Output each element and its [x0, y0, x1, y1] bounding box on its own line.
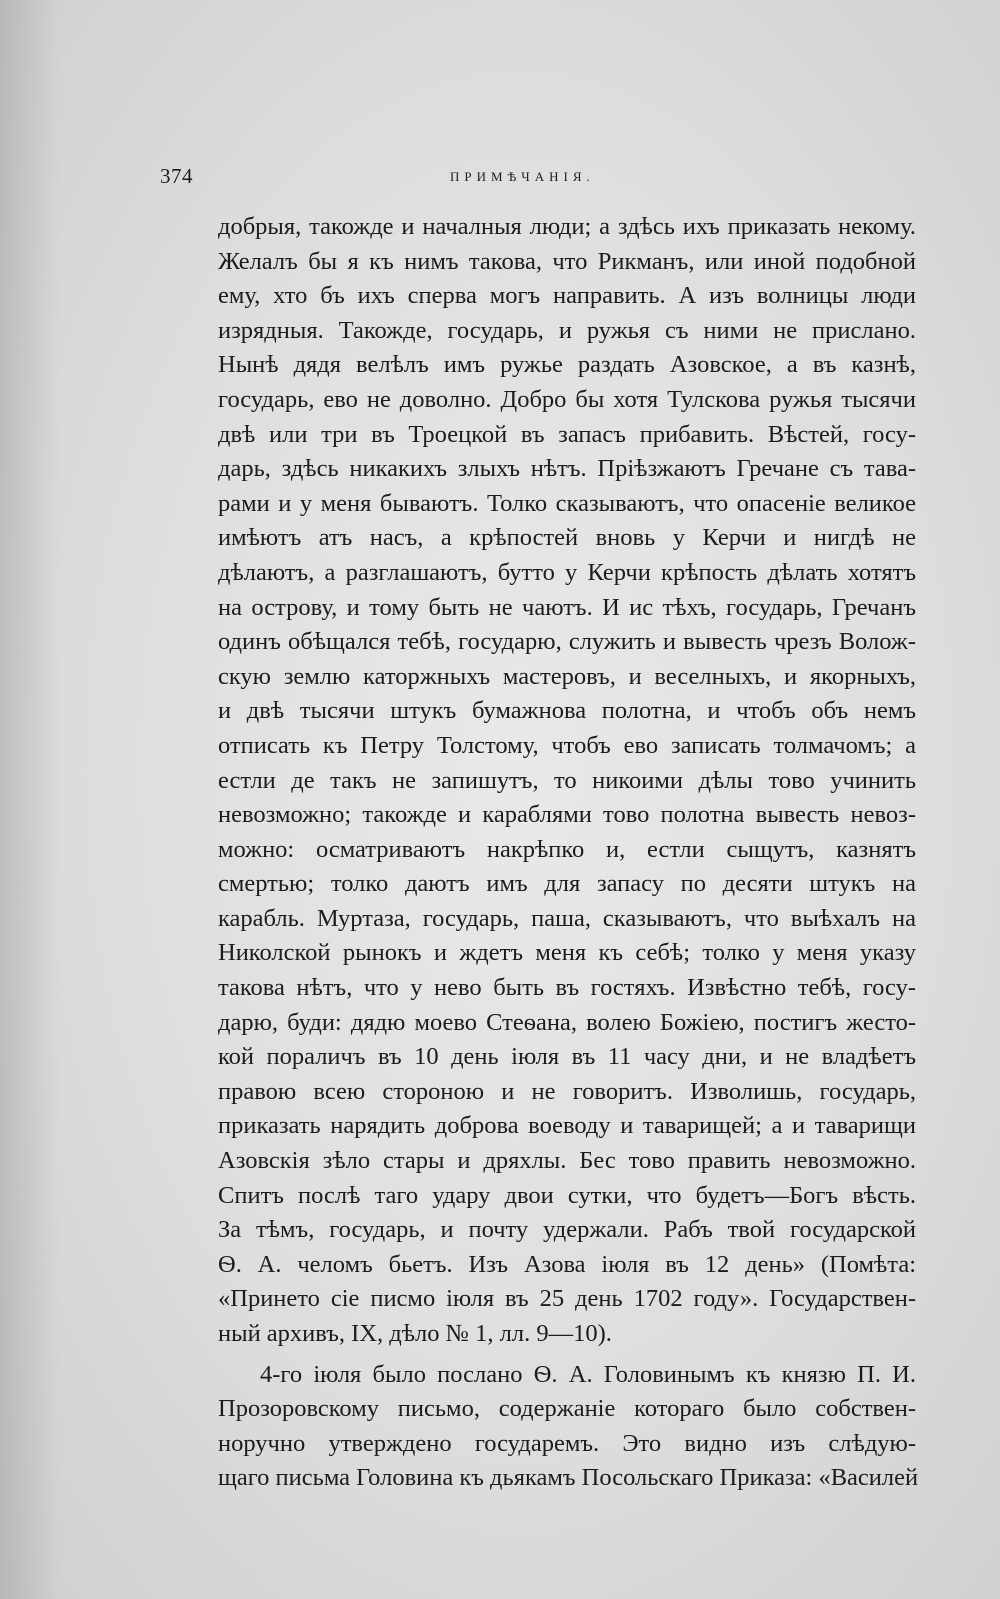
text-line: дѣлаютъ, а разглашаютъ, бутто у Керчи крѣпость дѣлать хотятъ [218, 558, 916, 586]
text-line: дарь, здѣсь никакихъ злыхъ нѣтъ. Пріѣзжаютъ Гречане съ тава- [218, 455, 916, 483]
text-line: двѣ или три въ Троецкой въ запасъ прибавить. Вѣстей, госу- [218, 420, 916, 448]
body-text [218, 210, 919, 1496]
text-line: добрыя, такожде и началныя люди; а здѣсь ихъ приказать некому. [218, 213, 916, 240]
text-line: государь, ево не доволно. Добро бы хотя Тулскова ружья тысячи [218, 385, 916, 413]
text-line: и двѣ тысячи штукъ бумажнова полотна, и чтобъ объ немъ [218, 697, 916, 725]
paragraph [218, 1358, 919, 1496]
text-line: правою всею стороною и не говоритъ. Изволишь, государь, [218, 1077, 916, 1105]
text-line: естли де такъ не запишутъ, то никоими дѣлы тово учинить [218, 766, 916, 794]
text-line: карабль. Муртаза, государь, паша, сказываютъ, что выѣхалъ на [218, 904, 916, 932]
text-line: Нынѣ дядя велѣлъ имъ ружье раздать Азовское, а въ казнѣ, [218, 351, 916, 379]
text-line: ный архивъ, IX, дѣло № 1, лл. 9—10). [218, 1320, 612, 1347]
text-line: дарю, буди: дядю моево Стеѳана, волею Божіею, постигъ жесто- [218, 1008, 916, 1036]
text-line: можно: осматриваютъ накрѣпко и, естли сыщутъ, казнятъ [218, 835, 916, 863]
text-line: кой пораличъ въ 10 день іюля въ 11 часу дни, и не владѣетъ [218, 1043, 916, 1071]
text-line: имѣютъ атъ насъ, а крѣпостей вновь у Керчи и нигдѣ не [218, 524, 916, 552]
text-line: на острову, и тому быть не чаютъ. И ис тѣхъ, государь, Гречанъ [218, 593, 916, 621]
page-header [160, 164, 920, 194]
text-line: приказать нарядить доброва воеводу и таварищей; а и таварищи [218, 1112, 916, 1140]
text-line: 4-го іюля было послано Ѳ. А. Головинымъ къ князю П. И. [260, 1360, 916, 1388]
text-line: изрядныя. Такожде, государь, и ружья съ ними не прислано. [218, 316, 916, 344]
text-line: рами и у меня бываютъ. Толко сказываютъ, что опасеніе великое [218, 489, 916, 517]
text-line: Желалъ бы я къ нимъ такова, что Рикманъ, или иной подобной [218, 247, 916, 275]
page-number: 374 [160, 164, 193, 188]
text-line: такова нѣтъ, что у нево быть въ гостяхъ. Извѣстно тебѣ, госу- [218, 974, 916, 1002]
running-title: ПРИМѢЧАНІЯ. [450, 169, 595, 184]
text-line: скую землю каторжныхъ мастеровъ, и веселныхъ, и якорныхъ, [218, 662, 916, 690]
text-line: щаго письма Головина къ дьякамъ Посольскаго Приказа: «Василей [218, 1464, 919, 1492]
text-line: Спитъ послѣ таго удару двои сутки, что будетъ—Богъ вѣсть. [218, 1181, 916, 1209]
text-line: Ѳ. А. челомъ бьетъ. Изъ Азова іюля въ 12 день» (Помѣта: [218, 1250, 916, 1278]
text-line: «Принето сіе писмо іюля въ 25 день 1702 году». Государствен- [218, 1285, 916, 1313]
text-line: норучно утверждено государемъ. Это видно изъ слѣдую- [218, 1429, 916, 1457]
text-line: невозможно; такожде и караблями тово полотна вывесть невоз- [218, 801, 916, 829]
text-line: ему, хто бъ ихъ сперва могъ направить. А изъ волницы люди [218, 282, 916, 310]
text-line: За тѣмъ, государь, и почту удержали. Рабъ твой государской [218, 1216, 916, 1244]
text-line: отписать къ Петру Толстому, чтобъ ево записать толмачомъ; а [218, 731, 916, 759]
text-line: Николской рынокъ и ждетъ меня къ себѣ; толко у меня указу [218, 939, 916, 967]
paragraph [218, 210, 916, 1352]
text-line: смертью; толко даютъ имъ для запасу по десяти штукъ на [218, 870, 916, 898]
text-line: одинъ обѣщался тебѣ, государю, служить и вывесть чрезъ Волож- [218, 628, 916, 656]
text-line: Азовскія зѣло стары и дряхлы. Бес тово править невозможно. [218, 1147, 916, 1175]
text-line: Прозоровскому письмо, содержаніе котораго было собствен- [218, 1395, 916, 1423]
